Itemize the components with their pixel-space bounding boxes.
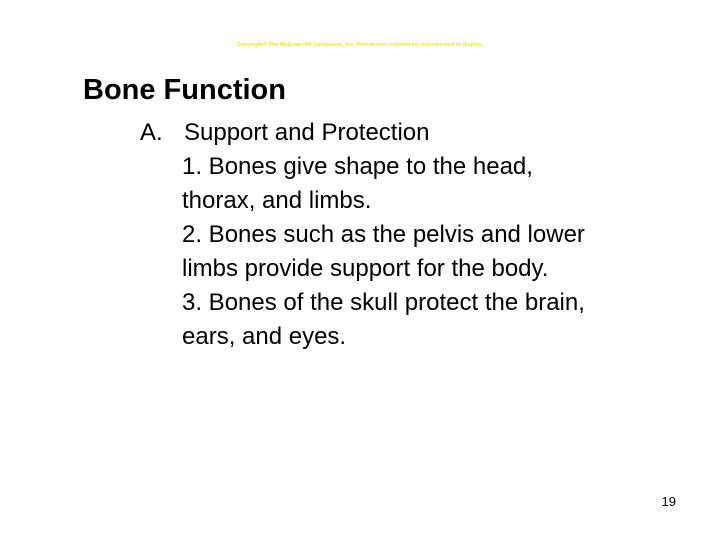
section-heading-text: Support and Protection <box>184 119 430 146</box>
point-list <box>140 150 592 354</box>
list-item: 1. Bones give shape to the head, thorax, and limbs. <box>182 153 533 214</box>
list-item: 2. Bones such as the pelvis and lower limbs provide support for the body. <box>182 221 585 282</box>
section-heading <box>140 116 620 150</box>
page-number: 19 <box>661 494 676 509</box>
copyright-notice: Copyright© The McGraw-Hill Companies, Inc. Permission required for reproduction or display. <box>237 42 483 48</box>
section-marker: A. <box>140 119 163 146</box>
slide-title: Bone Function <box>83 74 286 106</box>
content-section <box>140 116 620 354</box>
list-item: 3. Bones of the skull protect the brain, ears, and eyes. <box>182 289 585 350</box>
